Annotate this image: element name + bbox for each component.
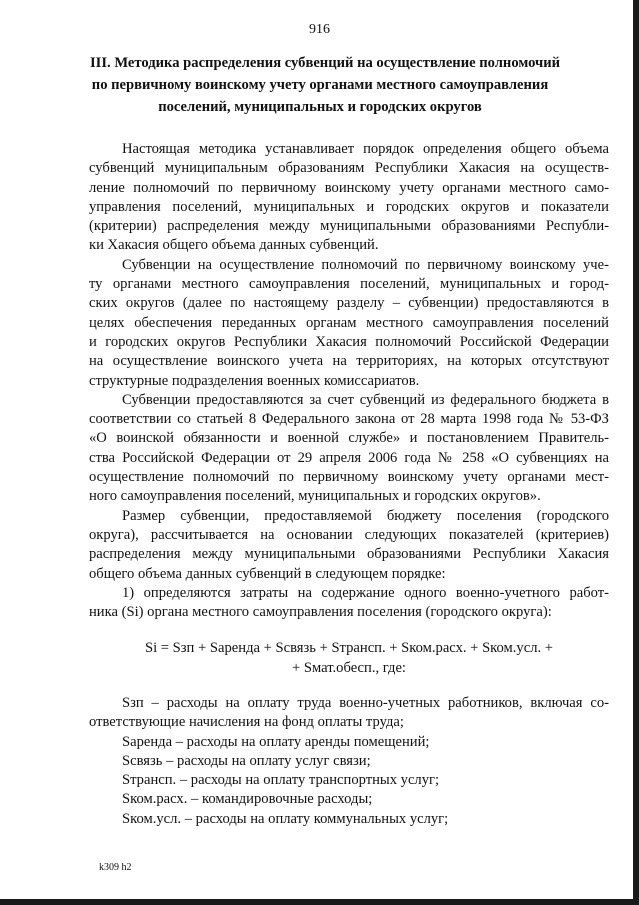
section-heading [90,52,561,118]
scan-border-bottom [0,899,639,905]
body-text-line: соответствии со статьей 8 Федерального закона от 28 марта 1998 года № 53-ФЗ [89,411,609,428]
body-text-line: ника (Si) органа местного самоуправления поселения (городского округа): [89,604,552,621]
heading-line: III. Методика распределения субвенций на осуществление полномочий [90,55,561,71]
body-text-line: распределения между муниципальными образованиями Республики Хакасия [89,546,609,563]
body-text-line: ства Российской Федерации от 29 апреля 2006 года № 258 «О субвенциях на [89,449,609,466]
body-text-line: ки Хакасия общего объема данных субвенций. [89,237,379,254]
definitions-list [89,694,609,829]
body-text-line: округа), рассчитывается на основании следующих показателей (критериев) [89,526,609,543]
definition-line: Sтрансп. – расходы на оплату транспортных услуг; [122,772,440,789]
definition-line: Sком.усл. – расходы на оплату коммунальных услуг; [122,810,449,827]
body-text-line: управления поселений, муниципальных и городских округов и показатели [89,198,609,215]
heading-line: по первичному воинскому учету органами местного самоуправления [91,77,549,93]
body-text-line: Субвенции на осуществление полномочий по первичному воинскому уче- [122,256,609,273]
heading-line: поселений, муниципальных и городских округов [158,99,482,115]
formula-line: Si = Sзп + Sаренда + Sсвязь + Sтрансп. + Sком.расх. + Sком.усл. + [144,640,554,656]
body-text-line: Размер субвенции, предоставляемой бюджету поселения (городского [122,507,609,524]
body-text-line: ских округов (далее по настоящему разделу – субвенции) предоставляются в [89,295,609,312]
body-text-line: «О воинской обязанности и военной службе» и постановлением Правитель- [89,430,609,447]
body-text-line: ту органами местного самоуправления поселений, муниципальных и город- [89,276,609,293]
body-text-line: Настоящая методика устанавливает порядок определения общего объема [122,141,609,157]
body-text-line: субвенций муниципальным образованиям Республики Хакасия на осуществ- [89,160,609,177]
document-body [89,140,609,622]
formula [89,638,609,678]
body-text-line: Субвенции предоставляются за счет субвенций из федерального бюджета в [122,391,609,408]
definition-line: Sком.расх. – командировочные расходы; [122,791,373,808]
definition-line: Sаренда – расходы на оплату аренды помещений; [122,733,430,750]
definition-line: Sсвязь – расходы на оплату услуг связи; [122,752,371,769]
footer-code: k309 h2 [99,862,132,873]
body-text-line: и городских округов Республики Хакасия полномочий Российской Федерации [89,333,609,350]
body-text-line: на осуществление воинского учета на территориях, на которых отсутствуют [89,353,609,370]
body-text-line: 1) определяются затраты на содержание одного военно-учетного работ- [122,584,609,601]
scan-border-right [633,0,639,905]
page-number: 916 [309,22,330,37]
body-text-line: ление полномочий по первичному воинскому учету органами местного само- [89,179,609,196]
body-text-line: целях обеспечения переданных органам местного самоуправления поселений [89,314,609,331]
definition-line: Sзп – расходы на оплату труда военно-учетных работников, включая со- [122,695,609,711]
body-text-line: структурные подразделения военных комиссариатов. [89,372,420,389]
definition-line: ответствующие начисления на фонд оплаты труда; [89,714,404,731]
body-text-line: осуществление полномочий по первичному воинскому учету органами мест- [89,469,609,486]
body-text-line: общего объема данных субвенций в следующем порядке: [89,565,446,582]
body-text-line: ного самоуправления поселений, муниципальных и городских округов». [89,488,541,505]
body-text-line: (критерии) распределения между муниципальными образованиями Республи- [89,218,609,235]
formula-line: + Sмат.обесп., где: [292,660,406,676]
